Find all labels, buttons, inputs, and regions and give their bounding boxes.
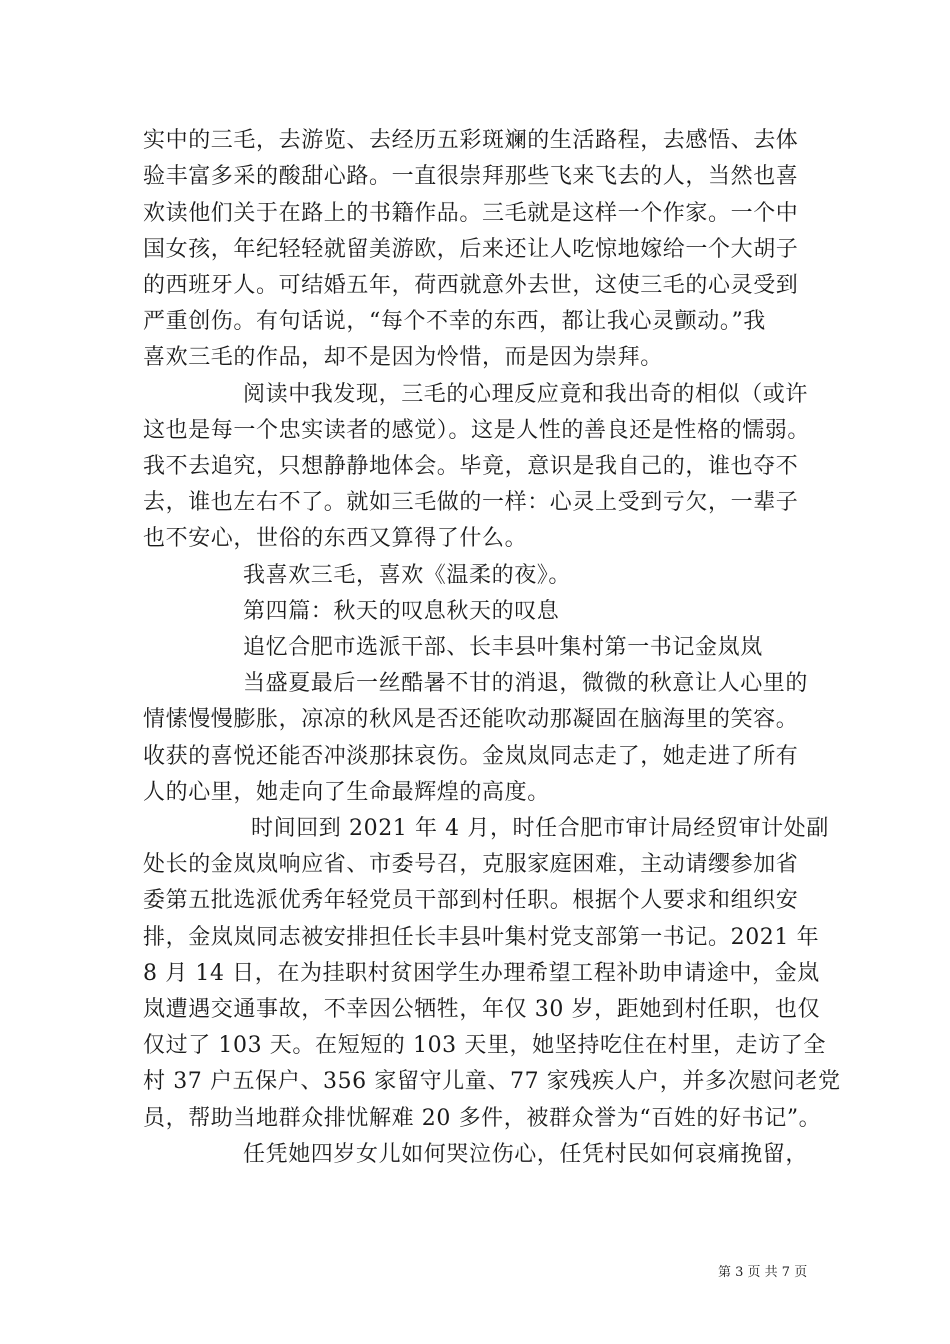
body-text-line: 我不去追究，只想静静地体会。毕竟，意识是我自己的，谁也夺不 [143,454,799,479]
body-text-line: 8 月 14 日，在为挂职村贫困学生办理希望工程补助申请途中，金岚 [143,961,820,986]
body-text-line: 的西班牙人。可结婚五年，荷西就意外去世，这使三毛的心灵受到 [143,273,799,298]
body-text-line: 去，谁也左右不了。就如三毛做的一样：心灵上受到亏欠，一辈子 [143,490,799,515]
body-text-line: 处长的金岚岚响应省、市委号召，克服家庭困难，主动请缨参加省 [143,852,799,877]
section-subheading: 追忆合肥市选派干部、长丰县叶集村第一书记金岚岚 [243,635,763,660]
paragraph-first-line: 阅读中我发现，三毛的心理反应竟和我出奇的相似（或许 [243,382,809,407]
body-text-line: 收获的喜悦还能否冲淡那抹哀伤。金岚岚同志走了，她走进了所有 [143,744,799,769]
paragraph-first-line: 当盛夏最后一丝酷暑不甘的消退，微微的秋意让人心里的 [243,671,809,696]
body-text-line: 情愫慢慢膨胀，凉凉的秋风是否还能吹动那凝固在脑海里的笑容。 [143,707,799,732]
body-text-line: 仅过了 103 天。在短短的 103 天里，她坚持吃住在村里，走访了全 [143,1033,826,1058]
body-text-line: 验丰富多采的酸甜心路。一直很崇拜那些飞来飞去的人，当然也喜 [143,164,799,189]
body-text-line: 欢读他们关于在路上的书籍作品。三毛就是这样一个作家。一个中 [143,201,799,226]
body-text-line: 岚遭遇交通事故，不幸因公牺牲，年仅 30 岁，距她到村任职，也仅 [143,997,821,1022]
body-text-line: 委第五批选派优秀年轻党员干部到村任职。根据个人要求和组织安 [143,888,799,913]
paragraph-first-line: 我喜欢三毛，喜欢《温柔的夜》。 [243,563,572,588]
body-text-line: 严重创伤。有句话说，“每个不幸的东西，都让我心灵颤动。”我 [143,309,766,334]
body-text-line: 实中的三毛，去游览、去经历五彩斑斓的生活路程，去感悟、去体 [143,128,799,153]
body-text-line: 人的心里，她走向了生命最辉煌的高度。 [143,780,550,805]
body-text-line: 也不安心，世俗的东西又算得了什么。 [143,526,528,551]
section-heading: 第四篇：秋天的叹息秋天的叹息 [243,599,560,624]
body-text-line: 喜欢三毛的作品，却不是因为怜惜，而是因为崇拜。 [143,345,663,370]
page-number-footer: 第 3 页 共 7 页 [718,1265,808,1280]
paragraph-first-line: 时间回到 2021 年 4 月，时任合肥市审计局经贸审计处副 [251,816,829,841]
body-text-line: 员，帮助当地群众排忧解难 20 多件，被群众誉为“百姓的好书记”。 [143,1106,822,1131]
body-text-line: 这也是每一个忠实读者的感觉）。这是人性的善良还是性格的懦弱。 [143,418,811,443]
body-text-line: 国女孩，年纪轻轻就留美游欧，后来还让人吃惊地嫁给一个大胡子 [143,237,799,262]
body-text-line: 排，金岚岚同志被安排担任长丰县叶集村党支部第一书记。2021 年 [143,925,820,950]
body-text-line: 村 37 户五保户、356 家留守儿童、77 家残疾人户，并多次慰问老党 [143,1069,841,1094]
paragraph-first-line: 任凭她四岁女儿如何哭泣伤心，任凭村民如何哀痛挽留， [243,1142,809,1167]
